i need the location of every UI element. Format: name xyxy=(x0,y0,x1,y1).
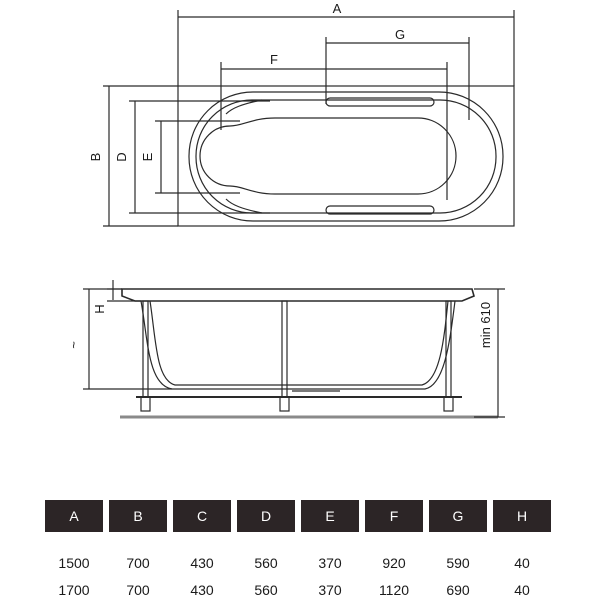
table-cell: 430 xyxy=(190,582,214,598)
table-header-cell: G xyxy=(429,500,487,532)
label-a: A xyxy=(332,1,342,16)
table-cell: 690 xyxy=(446,582,470,598)
table-cell: 560 xyxy=(254,555,278,571)
table-cell: 40 xyxy=(514,582,530,598)
frame-leg-middle xyxy=(282,301,287,397)
table-cell: 40 xyxy=(514,555,530,571)
tub-contour-left xyxy=(226,100,262,213)
tub-handle-top xyxy=(326,98,434,106)
table-cell: 1500 xyxy=(58,555,90,571)
table-cell: 590 xyxy=(446,555,470,571)
label-min-height: min 610 xyxy=(478,301,493,349)
table-row xyxy=(45,580,553,600)
tub-rim-inner xyxy=(196,100,496,213)
table-header-cell: F xyxy=(365,500,423,532)
table-cell: 700 xyxy=(126,582,150,598)
table-cell: 1700 xyxy=(58,582,90,598)
label-d: D xyxy=(114,152,129,162)
table-cell: 700 xyxy=(126,555,150,571)
table-header-cell: C xyxy=(173,500,231,532)
table-row xyxy=(45,553,553,573)
tub-basin xyxy=(200,118,456,194)
tub-rim-side xyxy=(122,289,474,301)
label-e: E xyxy=(140,152,155,162)
table-cell: 370 xyxy=(318,555,342,571)
table-cell: 920 xyxy=(382,555,406,571)
table-header-cell: E xyxy=(301,500,359,532)
tub-body-side-inner xyxy=(150,301,448,385)
label-b: B xyxy=(88,152,103,162)
label-g: G xyxy=(394,27,406,42)
label-h: H xyxy=(92,304,107,314)
tub-outline-top xyxy=(178,86,514,226)
table-header-row xyxy=(45,500,553,532)
label-f: F xyxy=(270,52,278,67)
table-cell: 370 xyxy=(318,582,342,598)
label-tilde: ~ xyxy=(66,341,81,349)
table-cell: 560 xyxy=(254,582,278,598)
table-header-cell: A xyxy=(45,500,103,532)
table-header-cell: H xyxy=(493,500,551,532)
table-cell: 430 xyxy=(190,555,214,571)
table-header-cell: D xyxy=(237,500,295,532)
table-cell: 1120 xyxy=(378,582,410,598)
tub-body-side xyxy=(141,301,455,389)
table-header-cell: B xyxy=(109,500,167,532)
